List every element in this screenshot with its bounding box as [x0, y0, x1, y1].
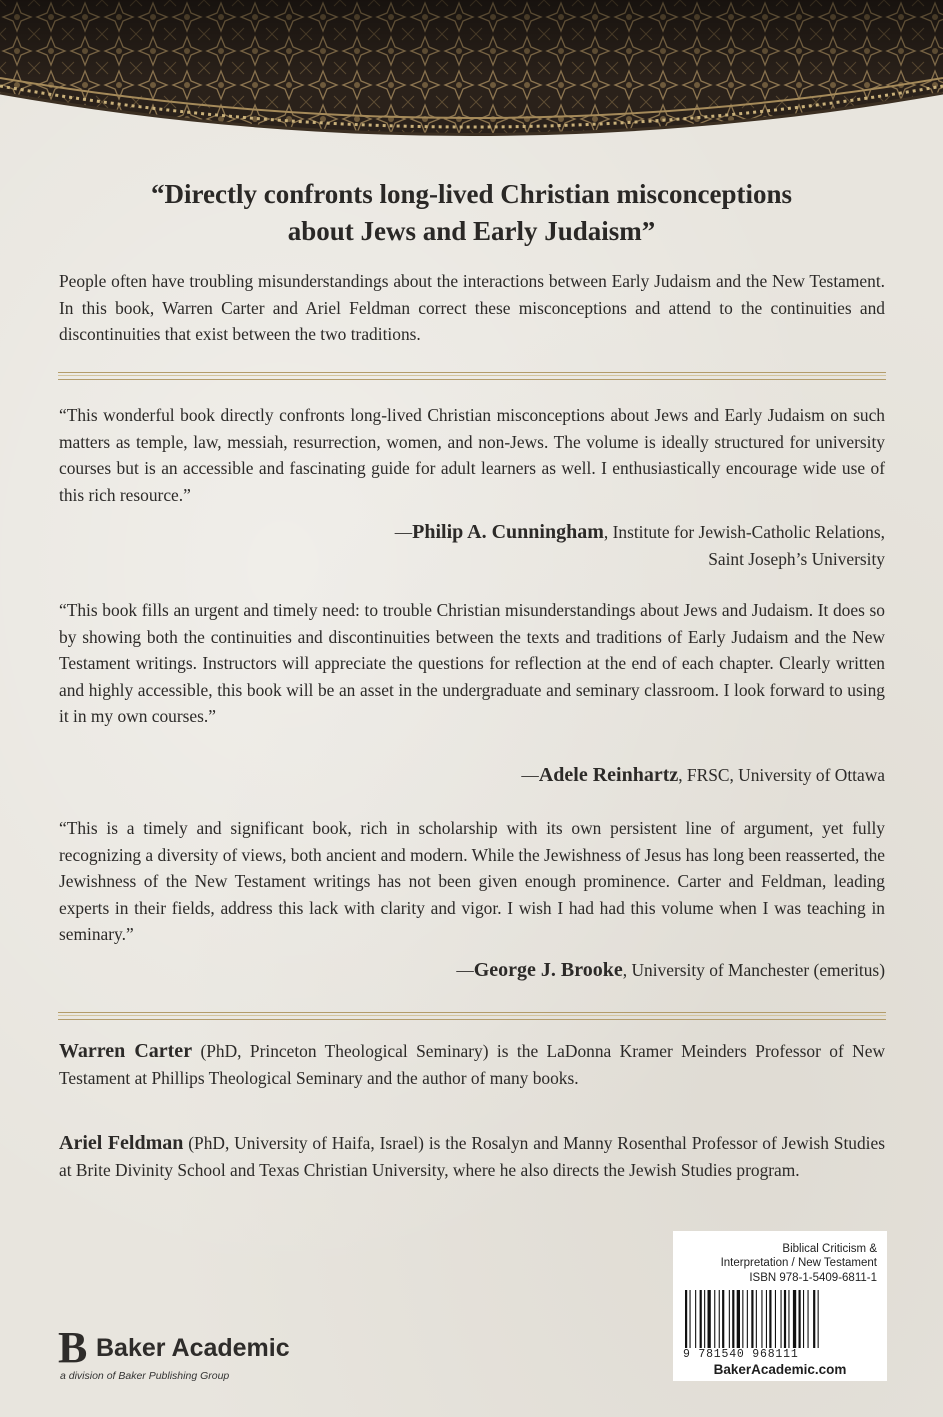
- endorsement-quote: “This wonderful book directly confronts long-lived Christian misconceptions about Jews and Early Judaism on such matters as temple, law, messiah, resurrection, women, and non-Jews. The volume is ideally structured for university courses but is an accessible and fascinating guide for adult learners as well. I enthusiastically encourage wide use of this rich resource.”: [59, 405, 885, 505]
- endorsement-quote: “This is a timely and significant book, rich in scholarship with its own persistent line of argument, yet fully recognizing a diversity of views, both ancient and modern. While the Jewishness of Jesus has long been reasserted, the Jewishness of the New Testament writings has not been given enough prominence. Carter and Feldman, leading experts in their fields, address this lack with clarity and vigor. I wish I had had this volume when I was teaching in seminary.”: [59, 818, 885, 944]
- category-line: Interpretation / New Testament: [720, 1257, 877, 1269]
- endorser-affiliation: , University of Manchester (emeritus): [622, 960, 885, 980]
- barcode-image: [683, 1290, 877, 1348]
- author-bio: [59, 1130, 885, 1183]
- author-bio-text: (PhD, University of Haifa, Israel) is the Rosalyn and Manny Rosenthal Professor of Jewish Studies at Brite Divinity School and Texas Christian University, where he also directs the Jewish Studies program.: [59, 1133, 885, 1180]
- barcode-bar: [685, 1290, 687, 1348]
- endorser-affiliation: , FRSC, University of Ottawa: [678, 765, 885, 785]
- ornamental-dome-image: [0, 0, 943, 140]
- author-name: Ariel Feldman: [59, 1132, 184, 1154]
- barcode-bar: [747, 1290, 748, 1348]
- endorsement-attribution: —Philip A. Cunningham, Institute for Jewish-Catholic Relations, Saint Joseph’s University: [394, 521, 885, 569]
- barcode-bar: [700, 1290, 702, 1348]
- headline-line-1: “Directly confronts long-lived Christian misconceptions: [151, 179, 792, 209]
- author-bio-text: (PhD, Princeton Theological Seminary) is the LaDonna Kramer Meinders Professor of New Testament at Phillips Theological Seminary and the author of many books.: [59, 1041, 886, 1088]
- barcode-bar: [781, 1290, 782, 1348]
- barcode-bar: [756, 1290, 757, 1348]
- barcode-panel: [673, 1231, 887, 1381]
- barcode-bar: [799, 1290, 801, 1348]
- endorser-affiliation: , Institute for Jewish-Catholic Relations,: [603, 522, 885, 542]
- barcode-bar: [704, 1290, 705, 1348]
- barcode-digits: 9 781540 968111: [683, 1348, 799, 1361]
- barcode-bar: [808, 1290, 809, 1348]
- headline: [40, 176, 903, 250]
- barcode-bar: [737, 1290, 740, 1348]
- endorser-name: Adele Reinhartz: [538, 764, 679, 786]
- barcode-bar: [818, 1290, 819, 1348]
- barcode-bar: [708, 1290, 711, 1348]
- barcode-bar: [788, 1290, 789, 1348]
- endorser-name: George J. Brooke: [473, 959, 623, 981]
- headline-line-2: about Jews and Early Judaism”: [287, 216, 656, 246]
- endorsement-attribution: —George J. Brooke, University of Manchester (emeritus): [456, 959, 885, 981]
- author-name: Warren Carter: [59, 1040, 193, 1062]
- barcode-bar: [766, 1290, 767, 1348]
- endorser-affiliation: Saint Joseph’s University: [708, 548, 885, 569]
- divider-rule: [58, 372, 886, 380]
- author-bio: [59, 1038, 885, 1091]
- endorsement-attribution: —Adele Reinhartz, FRSC, University of Ottawa: [521, 764, 885, 786]
- publisher-name: Baker Academic: [96, 1334, 290, 1362]
- barcode-bar: [769, 1290, 771, 1348]
- barcode-bar: [803, 1290, 804, 1348]
- barcode-bar: [793, 1290, 796, 1348]
- barcode-bar: [695, 1290, 696, 1348]
- publisher-logo: [58, 1323, 378, 1386]
- barcode-bar: [742, 1290, 743, 1348]
- barcode-bar: [732, 1290, 734, 1348]
- endorsement-quote: “This book fills an urgent and timely need: to trouble Christian misunderstandings about Jews and Judaism. It does so by showing both the continuities and discontinuities between the texts and traditions of Early Judaism and the New Testament writings. Instructors will appreciate the questions for reflection at the end of each chapter. Clearly written and highly accessible, this book will be an asset in the undergraduate and seminary classroom. I look forward to using it in my own courses.”: [59, 600, 885, 726]
- barcode-bar: [784, 1290, 786, 1348]
- barcode-bar: [751, 1290, 753, 1348]
- barcode-bar: [761, 1290, 762, 1348]
- publisher-url: BakerAcademic.com: [713, 1362, 847, 1377]
- barcode-bar: [690, 1290, 691, 1348]
- barcode-bar: [714, 1290, 715, 1348]
- barcode-bar: [729, 1290, 730, 1348]
- barcode-bar: [722, 1290, 724, 1348]
- divider-rule: [58, 1012, 886, 1020]
- publisher-subline: a division of Baker Publishing Group: [60, 1370, 230, 1382]
- endorser-name: Philip A. Cunningham: [412, 521, 604, 543]
- intro-paragraph: People often have troubling misunderstandings about the interactions between Early Judaism and the New Testament. In this book, Warren Carter and Ariel Feldman correct these misconceptions and attend to the continuities and discontinuities that exist between the two traditions.: [59, 271, 885, 344]
- isbn-text: ISBN 978-1-5409-6811-1: [749, 1272, 877, 1284]
- barcode-bar: [719, 1290, 720, 1348]
- barcode-bar: [775, 1290, 776, 1348]
- publisher-logo-glyph: B: [58, 1323, 88, 1372]
- category-line: Biblical Criticism &: [782, 1243, 877, 1255]
- barcode-bar: [813, 1290, 815, 1348]
